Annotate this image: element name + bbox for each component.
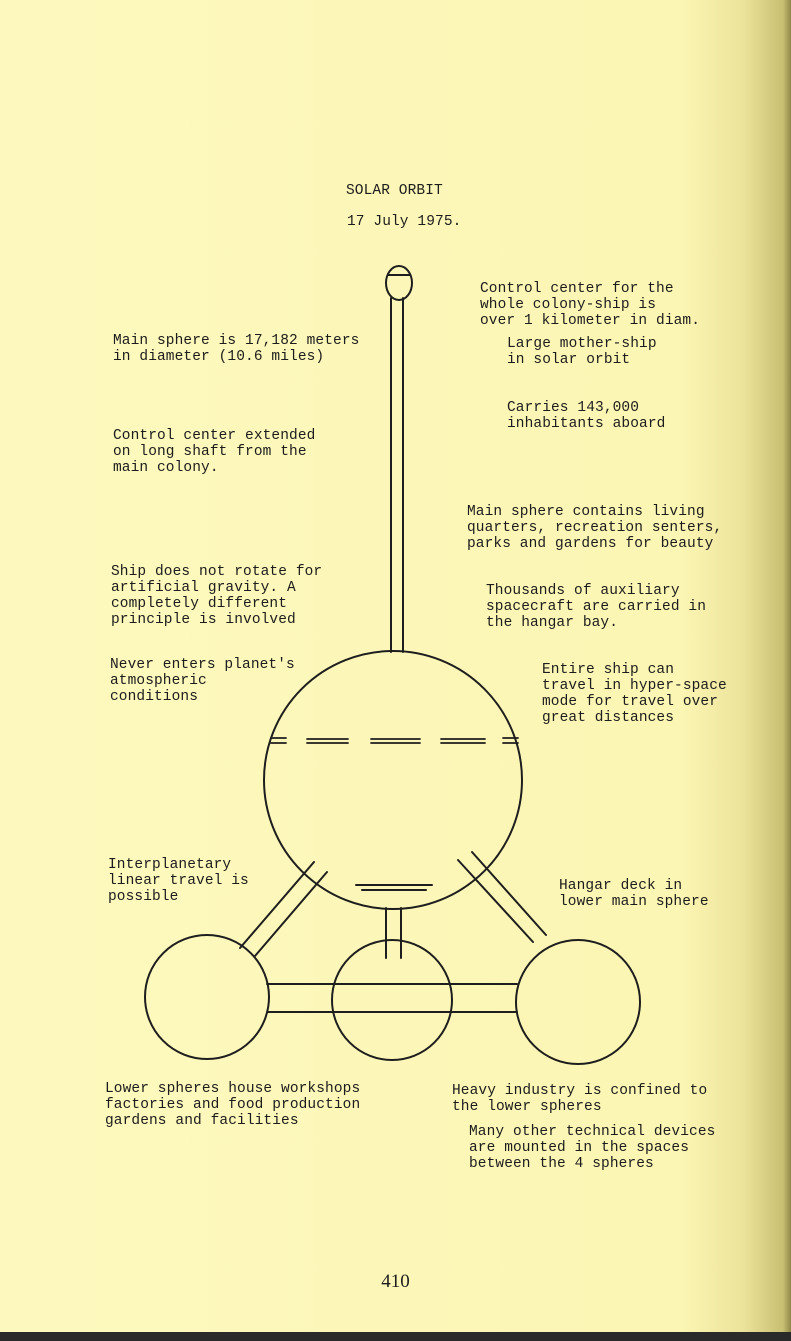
page-number: 410 <box>381 1271 410 1292</box>
note-control-center-shaft: Control center extended on long shaft from the main colony. <box>113 428 316 476</box>
note-hangar-deck: Hangar deck in lower main sphere <box>559 878 709 910</box>
note-heavy-industry: Heavy industry is confined to the lower spheres <box>452 1083 708 1115</box>
lower-left-sphere <box>145 935 269 1059</box>
diagram-date: 17 July 1975. <box>347 214 462 230</box>
page-bottom-edge <box>0 1332 791 1341</box>
diagram-title: SOLAR ORBIT <box>346 183 443 199</box>
note-mother-ship: Large mother-ship in solar orbit <box>507 336 657 368</box>
note-interplanetary-travel: Interplanetary linear travel is possible <box>108 857 249 905</box>
deck-dashed-line <box>271 738 518 743</box>
note-main-sphere-contents: Main sphere contains living quarters, recreation senters, parks and gardens for beauty <box>467 504 723 552</box>
note-no-rotation: Ship does not rotate for artificial gravity. A completely different principle is involved <box>111 564 323 628</box>
note-lower-spheres: Lower spheres house workshops factories and food production gardens and facilities <box>105 1081 361 1129</box>
lower-center-sphere <box>332 940 452 1060</box>
note-control-center-size: Control center for the whole colony-ship is over 1 kilometer in diam. <box>480 281 701 329</box>
note-main-sphere-diameter: Main sphere is 17,182 meters in diameter (10.6 miles) <box>113 333 360 365</box>
left-strut <box>240 862 314 948</box>
main-sphere <box>264 651 522 909</box>
lower-right-sphere <box>516 940 640 1064</box>
note-auxiliary-spacecraft: Thousands of auxiliary spacecraft are carried in the hangar bay. <box>486 583 707 631</box>
control-center-pod <box>386 266 412 300</box>
right-strut <box>458 860 533 942</box>
note-hyper-space: Entire ship can travel in hyper-space mode for travel over great distances <box>542 662 727 726</box>
note-technical-devices: Many other technical devices are mounted in the spaces between the 4 spheres <box>469 1124 716 1172</box>
note-inhabitants: Carries 143,000 inhabitants aboard <box>507 400 666 432</box>
note-never-enters-atmosphere: Never enters planet's atmospheric conditions <box>110 657 295 705</box>
